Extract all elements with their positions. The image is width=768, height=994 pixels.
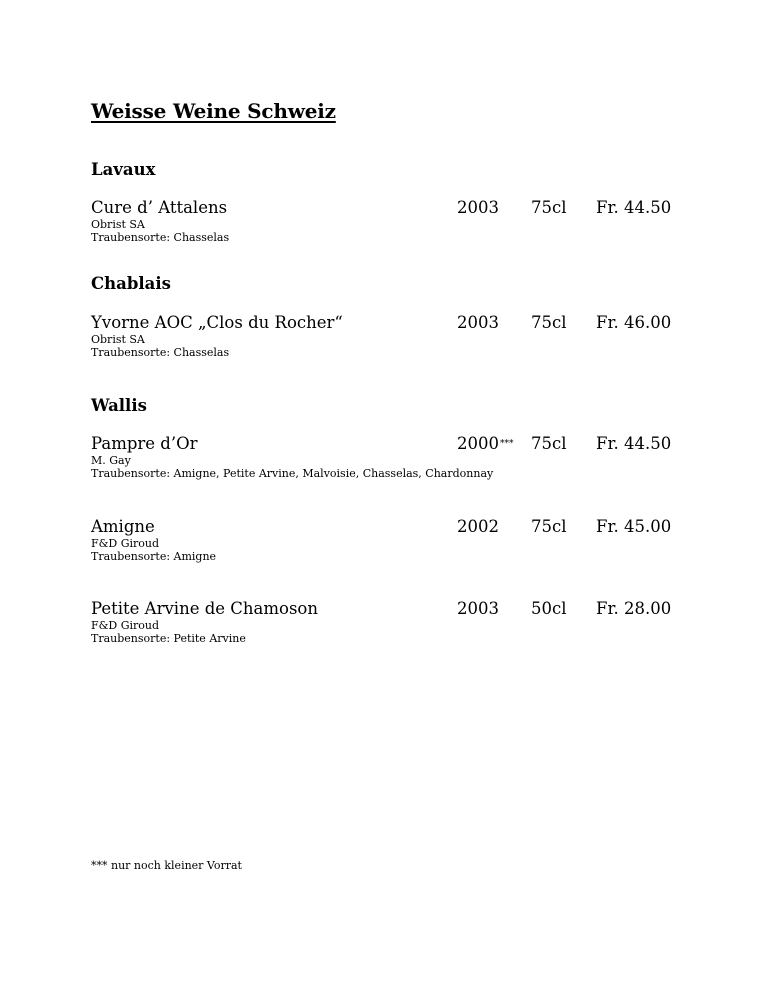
wine-grapes: Traubensorte: Amigne [91,550,217,563]
wine-grapes: Traubensorte: Chasselas [91,346,230,359]
wine-bottle-size: 75cl [531,198,567,217]
wine-grapes: Traubensorte: Chasselas [91,231,230,244]
wine-grapes: Traubensorte: Amigne, Petite Arvine, Malvoisie, Chasselas, Chardonnay [91,467,494,480]
wine-producer: Obrist SA [91,218,145,231]
wine-vintage: 2003 [457,599,499,618]
wine-bottle-size: 50cl [531,599,567,618]
section-heading-wallis: Wallis [91,396,147,415]
section-heading-lavaux: Lavaux [91,160,156,179]
wine-grapes: Traubensorte: Petite Arvine [91,632,246,645]
wine-name: Yvorne AOC „Clos du Rocher“ [91,313,343,332]
wine-entry [91,434,711,494]
wine-name: Amigne [91,517,155,536]
wine-name: Cure d’ Attalens [91,198,228,217]
wine-name: Pampre d’Or [91,434,198,453]
wine-entry [91,599,711,659]
section-heading-chablais: Chablais [91,274,171,293]
stock-marker: *** [500,439,514,449]
wine-vintage: 2002 [457,517,499,536]
wine-producer: Obrist SA [91,333,145,346]
wine-vintage: 2003 [457,313,499,332]
wine-producer: M. Gay [91,454,131,467]
wine-producer: F&D Giroud [91,619,160,632]
wine-bottle-size: 75cl [531,517,567,536]
wine-price: Fr. 44.50 [596,434,672,453]
wine-price: Fr. 44.50 [596,198,672,217]
wine-entry [91,198,711,258]
wine-price: Fr. 45.00 [596,517,672,536]
page-title: Weisse Weine Schweiz [91,99,336,123]
wine-bottle-size: 75cl [531,434,567,453]
wine-bottle-size: 75cl [531,313,567,332]
wine-vintage: 2000*** [457,434,514,453]
wine-price: Fr. 46.00 [596,313,672,332]
wine-entry [91,313,711,373]
wine-producer: F&D Giroud [91,537,160,550]
wine-entry [91,517,711,577]
wine-price: Fr. 28.00 [596,599,672,618]
wine-name: Petite Arvine de Chamoson [91,599,318,618]
footnote: *** nur noch kleiner Vorrat [91,859,242,872]
wine-vintage: 2003 [457,198,499,217]
